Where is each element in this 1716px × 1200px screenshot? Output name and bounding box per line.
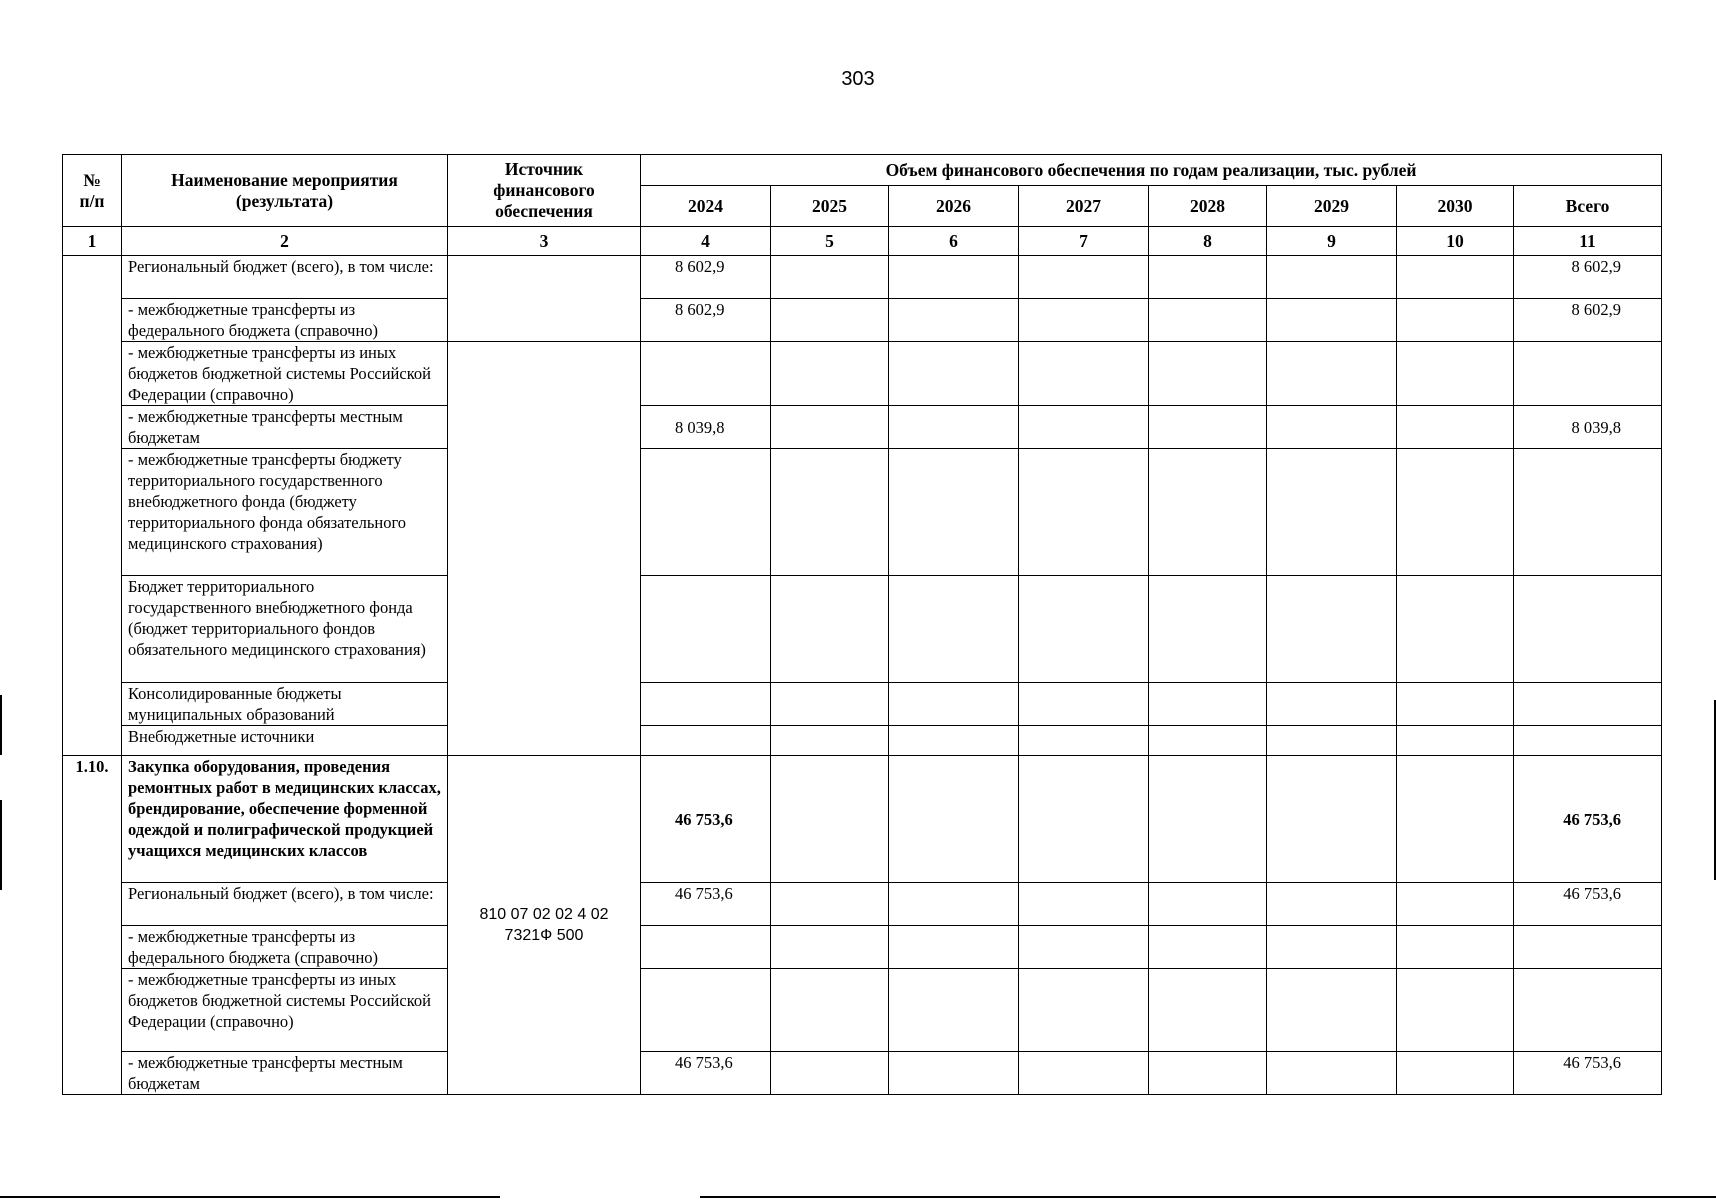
value-2024 <box>641 449 771 576</box>
table-row <box>63 449 1662 576</box>
header-year: 2029 <box>1267 186 1397 227</box>
scan-artifact <box>0 695 2 755</box>
table-body <box>63 256 1662 1095</box>
value-2024: 8 602,9 <box>641 256 771 299</box>
value-2024: 46 753,6 <box>641 883 771 926</box>
scan-artifact <box>0 800 2 890</box>
table-row <box>63 756 1662 883</box>
row-name: - межбюджетные трансферты из иных бюджетов бюджетной системы Российской Федерации (справочно) <box>122 969 448 1052</box>
row-name: - межбюджетные трансферты из иных бюджетов бюджетной системы Российской Федерации (справочно) <box>122 342 448 406</box>
row-source: 810 07 02 02 4 02 7321Ф 500 <box>448 756 641 1095</box>
value-2024 <box>641 926 771 969</box>
row-name: - межбюджетные трансферты местным бюджетам <box>122 1052 448 1095</box>
value-total: 8 602,9 <box>1514 256 1662 299</box>
value-2024: 8 602,9 <box>641 299 771 342</box>
scan-artifact <box>700 1196 1716 1198</box>
header-year: 2027 <box>1019 186 1149 227</box>
row-name: - межбюджетные трансферты из федерального бюджета (справочно) <box>122 926 448 969</box>
row-name: - межбюджетные трансферты местным бюджетам <box>122 406 448 449</box>
row-name: Бюджет территориального государственного внебюджетного фонда (бюджет территориального фондов обязательного медицинского страхования) <box>122 576 448 683</box>
table-row <box>63 342 1662 406</box>
value-total: 46 753,6 <box>1514 1052 1662 1095</box>
row-source <box>448 342 641 756</box>
header-year: 2030 <box>1397 186 1514 227</box>
value-2024 <box>641 683 771 726</box>
value-2024: 8 039,8 <box>641 406 771 449</box>
table-row <box>63 683 1662 726</box>
column-index: 9 <box>1267 227 1397 256</box>
column-index: 4 <box>641 227 771 256</box>
header-year: 2026 <box>889 186 1019 227</box>
table-header <box>63 155 1662 256</box>
value-total <box>1514 449 1662 576</box>
value-total <box>1514 683 1662 726</box>
row-number: 1.10. <box>63 756 122 1095</box>
value-total <box>1514 726 1662 756</box>
value-2024 <box>641 726 771 756</box>
column-index: 2 <box>122 227 448 256</box>
row-name: - межбюджетные трансферты бюджету территориального государственного внебюджетного фонда (бюджету территориального фонда обязательного медицинского страхования) <box>122 449 448 576</box>
table-row <box>63 969 1662 1052</box>
column-index: 1 <box>63 227 122 256</box>
header-year: 2025 <box>771 186 889 227</box>
row-number <box>63 256 122 756</box>
header-volume: Объем финансового обеспечения по годам реализации, тыс. рублей <box>641 155 1662 186</box>
column-index: 7 <box>1019 227 1149 256</box>
column-index: 10 <box>1397 227 1514 256</box>
value-total <box>1514 969 1662 1052</box>
page-number: 303 <box>841 68 875 90</box>
table-row <box>63 726 1662 756</box>
table-row <box>63 1052 1662 1095</box>
row-name: Закупка оборудования, проведения ремонтных работ в медицинских классах, брендирование, обеспечение форменной одеждой и полиграфической продукцией учащихся медицинских классов <box>122 756 448 883</box>
table-row <box>63 926 1662 969</box>
header-source: Источник финансового обеспечения <box>448 155 641 227</box>
row-name: - межбюджетные трансферты из федерального бюджета (справочно) <box>122 299 448 342</box>
header-num: № п/п <box>63 155 122 227</box>
row-source <box>448 256 641 342</box>
value-2024 <box>641 576 771 683</box>
header-year: 2024 <box>641 186 771 227</box>
table-row <box>63 576 1662 683</box>
row-name: Консолидированные бюджеты муниципальных образований <box>122 683 448 726</box>
column-index: 11 <box>1514 227 1662 256</box>
row-name: Региональный бюджет (всего), в том числе: <box>122 256 448 299</box>
row-name: Внебюджетные источники <box>122 726 448 756</box>
scan-artifact <box>0 1196 500 1198</box>
header-name: Наименование мероприятия (результата) <box>122 155 448 227</box>
value-total <box>1514 926 1662 969</box>
value-2024: 46 753,6 <box>641 1052 771 1095</box>
column-index: 8 <box>1149 227 1267 256</box>
table-row <box>63 406 1662 449</box>
header-year: 2028 <box>1149 186 1267 227</box>
value-total <box>1514 342 1662 406</box>
value-2024: 46 753,6 <box>641 756 771 883</box>
header-total: Всего <box>1514 186 1662 227</box>
column-index: 6 <box>889 227 1019 256</box>
column-index: 5 <box>771 227 889 256</box>
value-2024 <box>641 969 771 1052</box>
value-total: 8 602,9 <box>1514 299 1662 342</box>
value-2024 <box>641 342 771 406</box>
value-total: 46 753,6 <box>1514 883 1662 926</box>
value-total <box>1514 576 1662 683</box>
financing-table <box>62 154 1662 1095</box>
table-row <box>63 256 1662 299</box>
value-total: 8 039,8 <box>1514 406 1662 449</box>
table-row <box>63 883 1662 926</box>
column-index: 3 <box>448 227 641 256</box>
row-name: Региональный бюджет (всего), в том числе: <box>122 883 448 926</box>
table-row <box>63 299 1662 342</box>
value-total: 46 753,6 <box>1514 756 1662 883</box>
